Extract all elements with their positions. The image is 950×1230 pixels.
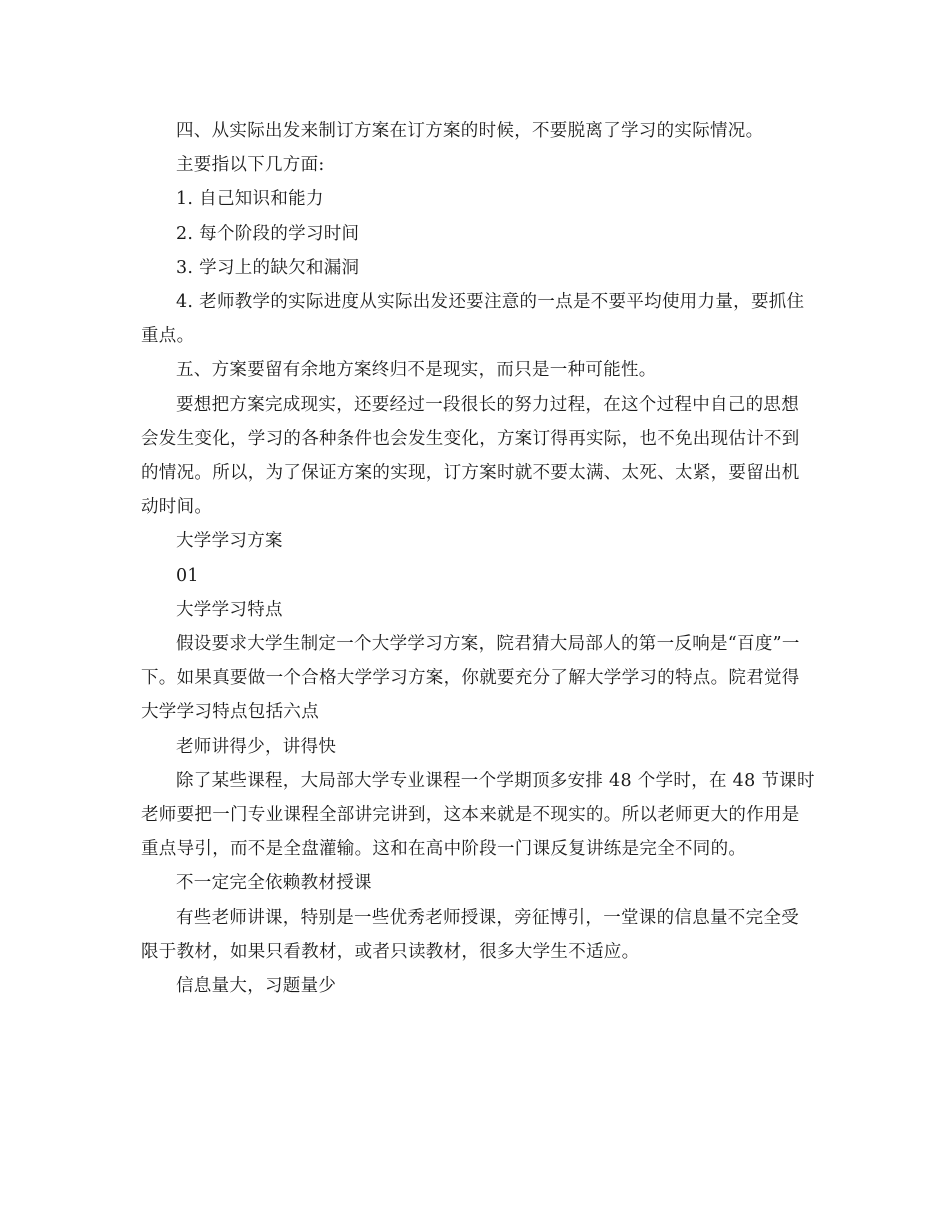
- heading-university-plan: 大学学习方案: [176, 531, 283, 552]
- paragraph-section-four: 四、从实际出发来制订方案在订方案的时候，不要脱离了学习的实际情况。: [176, 121, 764, 141]
- list-item-4: 4. 老师教学的实际进度从实际出发还要注意的一点是不要平均使用力量，要抓住重点。: [141, 292, 805, 347]
- paragraph-aspects-intro: 主要指以下几方面:: [176, 155, 325, 176]
- list-item-1: 1. 自己知识和能力: [176, 189, 324, 210]
- heading-university-features: 大学学习特点: [176, 599, 283, 620]
- paragraph-good-teachers: 有些老师讲课，特别是一些优秀老师授课，旁征博引，一堂课的信息量不完全受限于教材，如果只看教材，或者只读教材，很多大学生不适应。: [141, 907, 799, 962]
- heading-info-large: 信息量大，习题量少: [176, 976, 337, 997]
- section-number: 01: [176, 565, 199, 586]
- list-item-3: 3. 学习上的缺欠和漏洞: [176, 257, 360, 278]
- document-body: [141, 114, 816, 1003]
- paragraph-course-hours: 除了某些课程，大局部大学专业课程一个学期顶多安排 48 个学时，在 48 节课时老师要把一门专业课程全部讲完讲到，这本来就是不现实的。所以老师更大的作用是重点导引，而不是全盘灌输。这和在高中阶段一门课反复讲练是完全不同的。: [141, 770, 815, 860]
- heading-teacher-fast: 老师讲得少，讲得快: [176, 736, 337, 757]
- paragraph-leave-room: 要想把方案完成现实，还要经过一段很长的努力过程，在这个过程中自己的思想会发生变化，学习的各种条件也会发生变化，方案订得再实际，也不免出现估计不到的情况。所以，为了保证方案的实现，订方案时就不要太满、太死、太紧，要留出机动时间。: [141, 394, 800, 518]
- list-item-2: 2. 每个阶段的学习时间: [176, 223, 360, 244]
- paragraph-baidu: 假设要求大学生制定一个大学学习方案，院君猜大局部人的第一反响是“百度”一下。如果真要做一个合格大学学习方案，你就要充分了解大学学习的特点。院君觉得大学学习特点包括六点: [141, 634, 800, 723]
- paragraph-section-five: 五、方案要留有余地方案终归不是现实，而只是一种可能性。: [176, 360, 657, 381]
- heading-not-textbook: 不一定完全依赖教材授课: [176, 873, 372, 894]
